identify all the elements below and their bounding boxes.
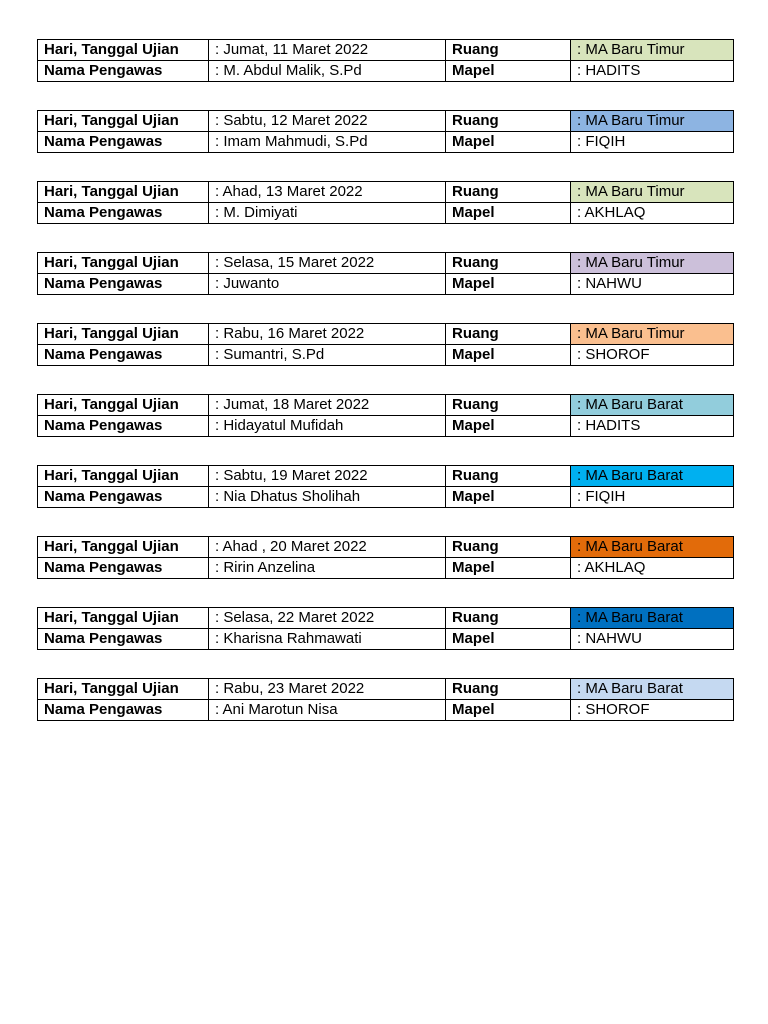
supervisor-value: : M. Dimiyati [209, 203, 446, 224]
date-label: Hari, Tanggal Ujian [38, 537, 209, 558]
date-value: : Jumat, 11 Maret 2022 [209, 40, 446, 61]
room-value: : MA Baru Timur [571, 324, 734, 345]
supervisor-row [38, 700, 734, 721]
date-row [38, 40, 734, 61]
date-value: : Sabtu, 12 Maret 2022 [209, 111, 446, 132]
date-label: Hari, Tanggal Ujian [38, 395, 209, 416]
date-label: Hari, Tanggal Ujian [38, 182, 209, 203]
date-value: : Jumat, 18 Maret 2022 [209, 395, 446, 416]
room-value: : MA Baru Barat [571, 608, 734, 629]
room-label: Ruang [446, 395, 571, 416]
supervisor-value: : Ririn Anzelina [209, 558, 446, 579]
date-value: : Rabu, 23 Maret 2022 [209, 679, 446, 700]
date-row [38, 608, 734, 629]
subject-value: : AKHLAQ [571, 558, 734, 579]
exam-session-table [37, 607, 734, 650]
subject-value: : FIQIH [571, 487, 734, 508]
date-label: Hari, Tanggal Ujian [38, 253, 209, 274]
exam-session-table [37, 536, 734, 579]
date-row [38, 395, 734, 416]
subject-label: Mapel [446, 558, 571, 579]
supervisor-row [38, 274, 734, 295]
supervisor-row [38, 558, 734, 579]
date-row [38, 111, 734, 132]
date-label: Hari, Tanggal Ujian [38, 466, 209, 487]
subject-label: Mapel [446, 629, 571, 650]
schedule-page [37, 39, 733, 749]
subject-label: Mapel [446, 345, 571, 366]
exam-session-table [37, 323, 734, 366]
subject-label: Mapel [446, 203, 571, 224]
date-row [38, 182, 734, 203]
room-label: Ruang [446, 324, 571, 345]
subject-value: : HADITS [571, 61, 734, 82]
room-value: : MA Baru Barat [571, 537, 734, 558]
subject-label: Mapel [446, 700, 571, 721]
date-value: : Selasa, 22 Maret 2022 [209, 608, 446, 629]
supervisor-value: : M. Abdul Malik, S.Pd [209, 61, 446, 82]
exam-session-table [37, 678, 734, 721]
room-value: : MA Baru Timur [571, 40, 734, 61]
subject-label: Mapel [446, 416, 571, 437]
room-value: : MA Baru Barat [571, 466, 734, 487]
exam-session-table [37, 39, 734, 82]
exam-session-table [37, 110, 734, 153]
date-value: : Selasa, 15 Maret 2022 [209, 253, 446, 274]
supervisor-label: Nama Pengawas [38, 61, 209, 82]
subject-value: : SHOROF [571, 345, 734, 366]
supervisor-label: Nama Pengawas [38, 700, 209, 721]
subject-value: : NAHWU [571, 274, 734, 295]
date-row [38, 537, 734, 558]
supervisor-row [38, 203, 734, 224]
exam-session-table [37, 394, 734, 437]
supervisor-value: : Imam Mahmudi, S.Pd [209, 132, 446, 153]
room-value: : MA Baru Barat [571, 395, 734, 416]
supervisor-value: : Juwanto [209, 274, 446, 295]
date-row [38, 466, 734, 487]
date-value: : Ahad, 13 Maret 2022 [209, 182, 446, 203]
supervisor-value: : Ani Marotun Nisa [209, 700, 446, 721]
room-label: Ruang [446, 40, 571, 61]
supervisor-label: Nama Pengawas [38, 274, 209, 295]
room-label: Ruang [446, 111, 571, 132]
supervisor-row [38, 487, 734, 508]
date-row [38, 324, 734, 345]
subject-label: Mapel [446, 61, 571, 82]
room-label: Ruang [446, 466, 571, 487]
subject-value: : AKHLAQ [571, 203, 734, 224]
supervisor-value: : Sumantri, S.Pd [209, 345, 446, 366]
subject-value: : HADITS [571, 416, 734, 437]
room-label: Ruang [446, 253, 571, 274]
date-row [38, 253, 734, 274]
supervisor-label: Nama Pengawas [38, 629, 209, 650]
supervisor-label: Nama Pengawas [38, 132, 209, 153]
date-row [38, 679, 734, 700]
subject-value: : NAHWU [571, 629, 734, 650]
room-value: : MA Baru Barat [571, 679, 734, 700]
supervisor-value: : Kharisna Rahmawati [209, 629, 446, 650]
date-label: Hari, Tanggal Ujian [38, 608, 209, 629]
supervisor-row [38, 132, 734, 153]
date-label: Hari, Tanggal Ujian [38, 679, 209, 700]
supervisor-label: Nama Pengawas [38, 416, 209, 437]
subject-label: Mapel [446, 132, 571, 153]
subject-value: : SHOROF [571, 700, 734, 721]
room-label: Ruang [446, 182, 571, 203]
supervisor-row [38, 629, 734, 650]
room-label: Ruang [446, 608, 571, 629]
supervisor-label: Nama Pengawas [38, 345, 209, 366]
room-value: : MA Baru Timur [571, 253, 734, 274]
room-value: : MA Baru Timur [571, 182, 734, 203]
subject-label: Mapel [446, 487, 571, 508]
supervisor-row [38, 61, 734, 82]
room-label: Ruang [446, 679, 571, 700]
subject-value: : FIQIH [571, 132, 734, 153]
room-label: Ruang [446, 537, 571, 558]
supervisor-row [38, 345, 734, 366]
date-label: Hari, Tanggal Ujian [38, 324, 209, 345]
date-label: Hari, Tanggal Ujian [38, 40, 209, 61]
date-label: Hari, Tanggal Ujian [38, 111, 209, 132]
exam-session-table [37, 181, 734, 224]
exam-session-table [37, 252, 734, 295]
supervisor-label: Nama Pengawas [38, 487, 209, 508]
supervisor-label: Nama Pengawas [38, 203, 209, 224]
room-value: : MA Baru Timur [571, 111, 734, 132]
supervisor-row [38, 416, 734, 437]
exam-session-table [37, 465, 734, 508]
supervisor-label: Nama Pengawas [38, 558, 209, 579]
supervisor-value: : Nia Dhatus Sholihah [209, 487, 446, 508]
supervisor-value: : Hidayatul Mufidah [209, 416, 446, 437]
date-value: : Ahad , 20 Maret 2022 [209, 537, 446, 558]
date-value: : Sabtu, 19 Maret 2022 [209, 466, 446, 487]
date-value: : Rabu, 16 Maret 2022 [209, 324, 446, 345]
subject-label: Mapel [446, 274, 571, 295]
